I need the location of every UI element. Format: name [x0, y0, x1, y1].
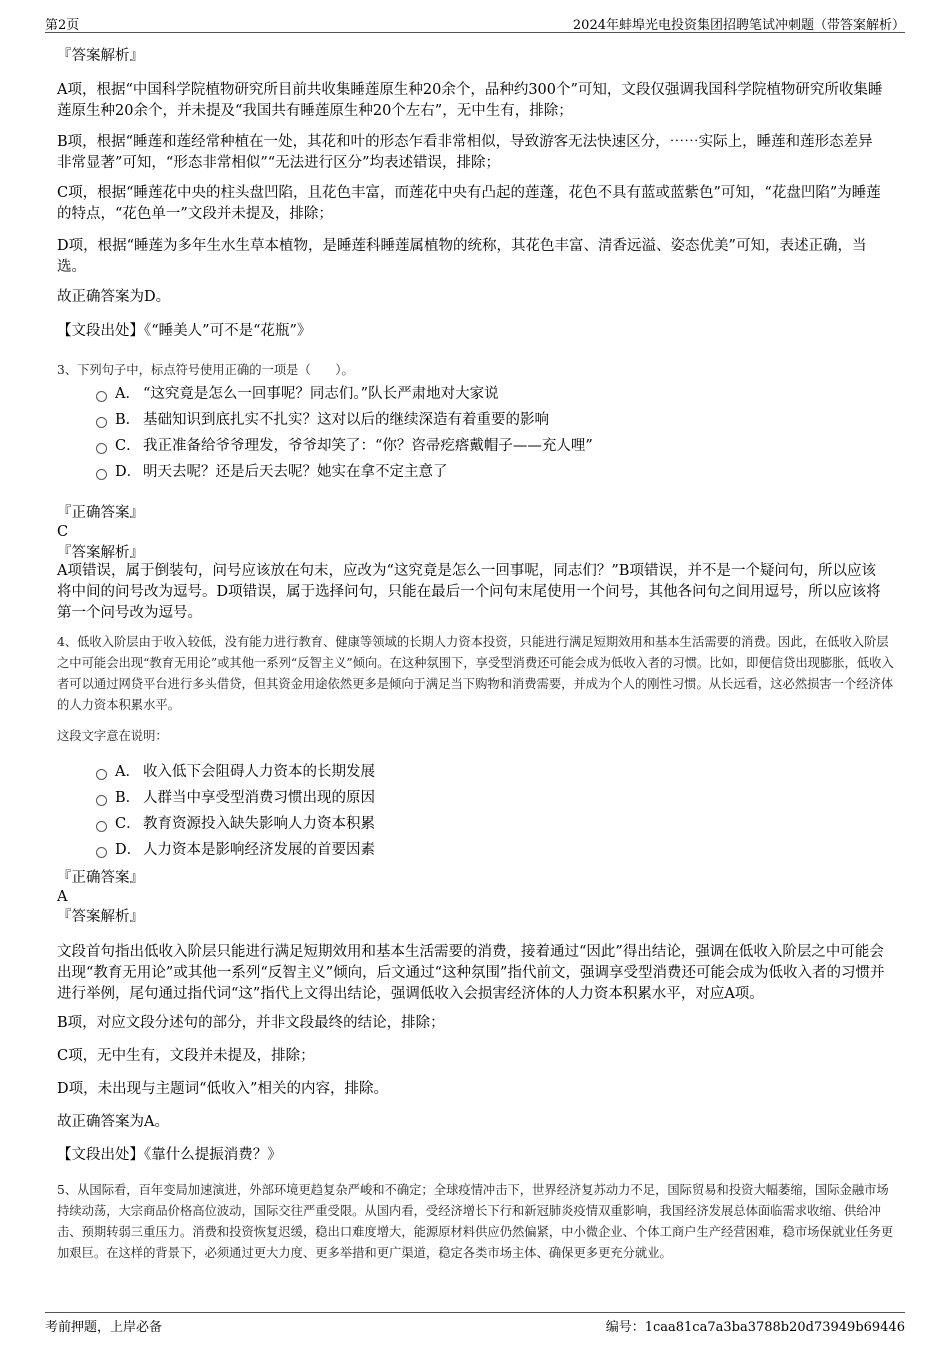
- q4-stem: 4、低收入阶层由于收入较低，没有能力进行教育、健康等领域的长期人力资本投资，只能进行满足短期效用和基本生活需要的消费。因此，在低收入阶层之中可能会出现“教育无用论”或其他一系列“反智主义”倾向。在这种氛围下，享受型消费还可能会成为低收入者的习惯。比如，即便信贷出现膨胀，低收入者可以通过网贷平台进行多头借贷，但其资金用途依然更多是倾向于满足当下购物和消费需要，并成为个人的刚性习惯。从长远看，这必然损害一个经济体的人力资本积累水平。: [57, 635, 894, 712]
- footer-slogan: 考前押题，上岸必备: [45, 1320, 163, 1335]
- q2-analysis-a: A项，根据“中国科学院植物研究所目前共收集睡莲原生种20余个，品种约300个”可知，文段仅强调我国科学院植物研究所收集睡莲原生种20余个，并未提及“我国共有睡莲原生种20个左右”，无中生有，排除；: [57, 82, 883, 119]
- radio-icon[interactable]: [96, 391, 107, 402]
- q3-answer-label: 『正确答案』: [57, 505, 144, 521]
- q4-analysis-main: 文段首句指出低收入阶层只能进行满足短期效用和基本生活需要的消费，接着通过“因此”得出结论，强调在低收入阶层之中可能会出现“教育无用论”或其他一系列“反智主义”倾向，后文通过“这种氛围”指代前文，强调享受型消费还可能会成为低收入者的习惯并进行举例，尾句通过指代词“这”指代上文得出结论，强调低收入会损害经济体的人力资本积累水平，对应A项。: [57, 944, 885, 1002]
- page-footer: [45, 1312, 905, 1335]
- q3-answer: C: [57, 524, 69, 540]
- radio-icon[interactable]: [96, 795, 107, 806]
- q3-option-a[interactable]: A． “这究竟是怎么一回事呢？同志们。”队长严肃地对大家说: [96, 384, 499, 404]
- q2-analysis-label: 『答案解析』: [57, 48, 144, 64]
- q2-analysis-d: D项，根据“睡莲为多年生水生草本植物，是睡莲科睡莲属植物的统称，其花色丰富、清香远溢、姿态优美”可知，表述正确，当选。: [57, 238, 867, 275]
- q3-analysis: A项错误，属于倒装句，问号应该放在句末，应改为“这究竟是怎么一回事呢，同志们？”B项错误，并不是一个疑问句，所以应该将中间的问号改为逗号。D项错误，属于选择问句，只能在最后一个问句末尾使用一个问号，其他各问句之间用逗号，所以应该将第一个问号改为逗号。: [57, 563, 881, 621]
- radio-icon[interactable]: [96, 769, 107, 780]
- radio-icon[interactable]: [96, 821, 107, 832]
- document-id: 编号：1caa81ca7a3ba3788b20d73949b69446: [605, 1320, 905, 1335]
- q4-analysis-label: 『答案解析』: [57, 909, 144, 925]
- q4-answer: A: [57, 889, 68, 905]
- q4-analysis-d: D项，未出现与主题词“低收入”相关的内容，排除。: [57, 1081, 388, 1097]
- radio-icon[interactable]: [96, 847, 107, 858]
- radio-icon[interactable]: [96, 469, 107, 480]
- q2-conclusion: 故正确答案为D。: [57, 289, 171, 305]
- q4-conclusion: 故正确答案为A。: [57, 1114, 169, 1130]
- q4-answer-label: 『正确答案』: [57, 870, 144, 886]
- q2-analysis-c: C项，根据“睡莲花中央的柱头盘凹陷，且花色丰富，而莲花中央有凸起的莲蓬，花色不具有蓝或蓝紫色”可知，“花盘凹陷”为睡莲的特点，“花色单一”文段并未提及，排除；: [57, 185, 881, 222]
- q4-option-c[interactable]: C． 教育资源投入缺失影响人力资本积累: [96, 814, 375, 834]
- document-title: 2024年蚌埠光电投资集团招聘笔试冲刺题（带答案解析）: [572, 18, 905, 33]
- radio-icon[interactable]: [96, 443, 107, 454]
- q4-analysis-b: B项，对应文段分述句的部分，并非文段最终的结论，排除；: [57, 1015, 445, 1031]
- page-header: [45, 14, 905, 33]
- q3-option-c[interactable]: C． 我正准备给爷爷理发，爷爷却笑了：“你？咨帚疙瘩戴帽子——充人哩”: [96, 436, 593, 456]
- q4-option-a[interactable]: A． 收入低下会阻碍人力资本的长期发展: [96, 762, 375, 782]
- q2-source: 【文段出处】《“睡美人”可不是“花瓶”》: [57, 323, 312, 339]
- q3-option-b[interactable]: B． 基础知识到底扎实不扎实？这对以后的继续深造有着重要的影响: [96, 410, 549, 430]
- page-number: 第2页: [45, 18, 80, 33]
- q3-stem: 3、下列句子中，标点符号使用正确的一项是（ ）。: [57, 363, 354, 377]
- q3-option-d[interactable]: D． 明天去呢？还是后天去呢？她实在拿不定主意了: [96, 462, 448, 482]
- q3-analysis-label: 『答案解析』: [57, 545, 144, 561]
- radio-icon[interactable]: [96, 417, 107, 428]
- q4-option-b[interactable]: B． 人群当中享受型消费习惯出现的原因: [96, 788, 375, 808]
- q4-source: 【文段出处】《靠什么提振消费？》: [57, 1147, 282, 1163]
- q4-option-d[interactable]: D． 人力资本是影响经济发展的首要因素: [96, 840, 375, 860]
- q4-analysis-c: C项，无中生有，文段并未提及，排除；: [57, 1048, 315, 1064]
- q4-question: 这段文字意在说明：: [57, 729, 168, 743]
- q2-analysis-b: B项，根据“睡莲和莲经常种植在一处，其花和叶的形态乍看非常相似，导致游客无法快速区分，⋯⋯实际上，睡莲和莲形态差异非常显著”可知，“形态非常相似”“无法进行区分”均表述错误，排除；: [57, 134, 873, 171]
- q5-stem: 5、从国际看，百年变局加速演进，外部环境更趋复杂严峻和不确定；全球疫情冲击下，世界经济复苏动力不足，国际贸易和投资大幅萎缩，国际金融市场持续动荡，大宗商品价格高位波动，国际交往严重受限。从国内看，受经济增长下行和新冠肺炎疫情双重影响，我国经济发展总体面临需求收缩、供给冲击、预期转弱三重压力。消费和投资恢复迟缓，稳出口难度增大，能源原材料供应仍然偏紧，中小微企业、个体工商户生产经营困难，稳市场保就业任务更加艰巨。在这样的背景下，必须通过更大力度、更多举措和更广渠道，稳定各类市场主体、确保更多更充分就业。: [57, 1183, 894, 1260]
